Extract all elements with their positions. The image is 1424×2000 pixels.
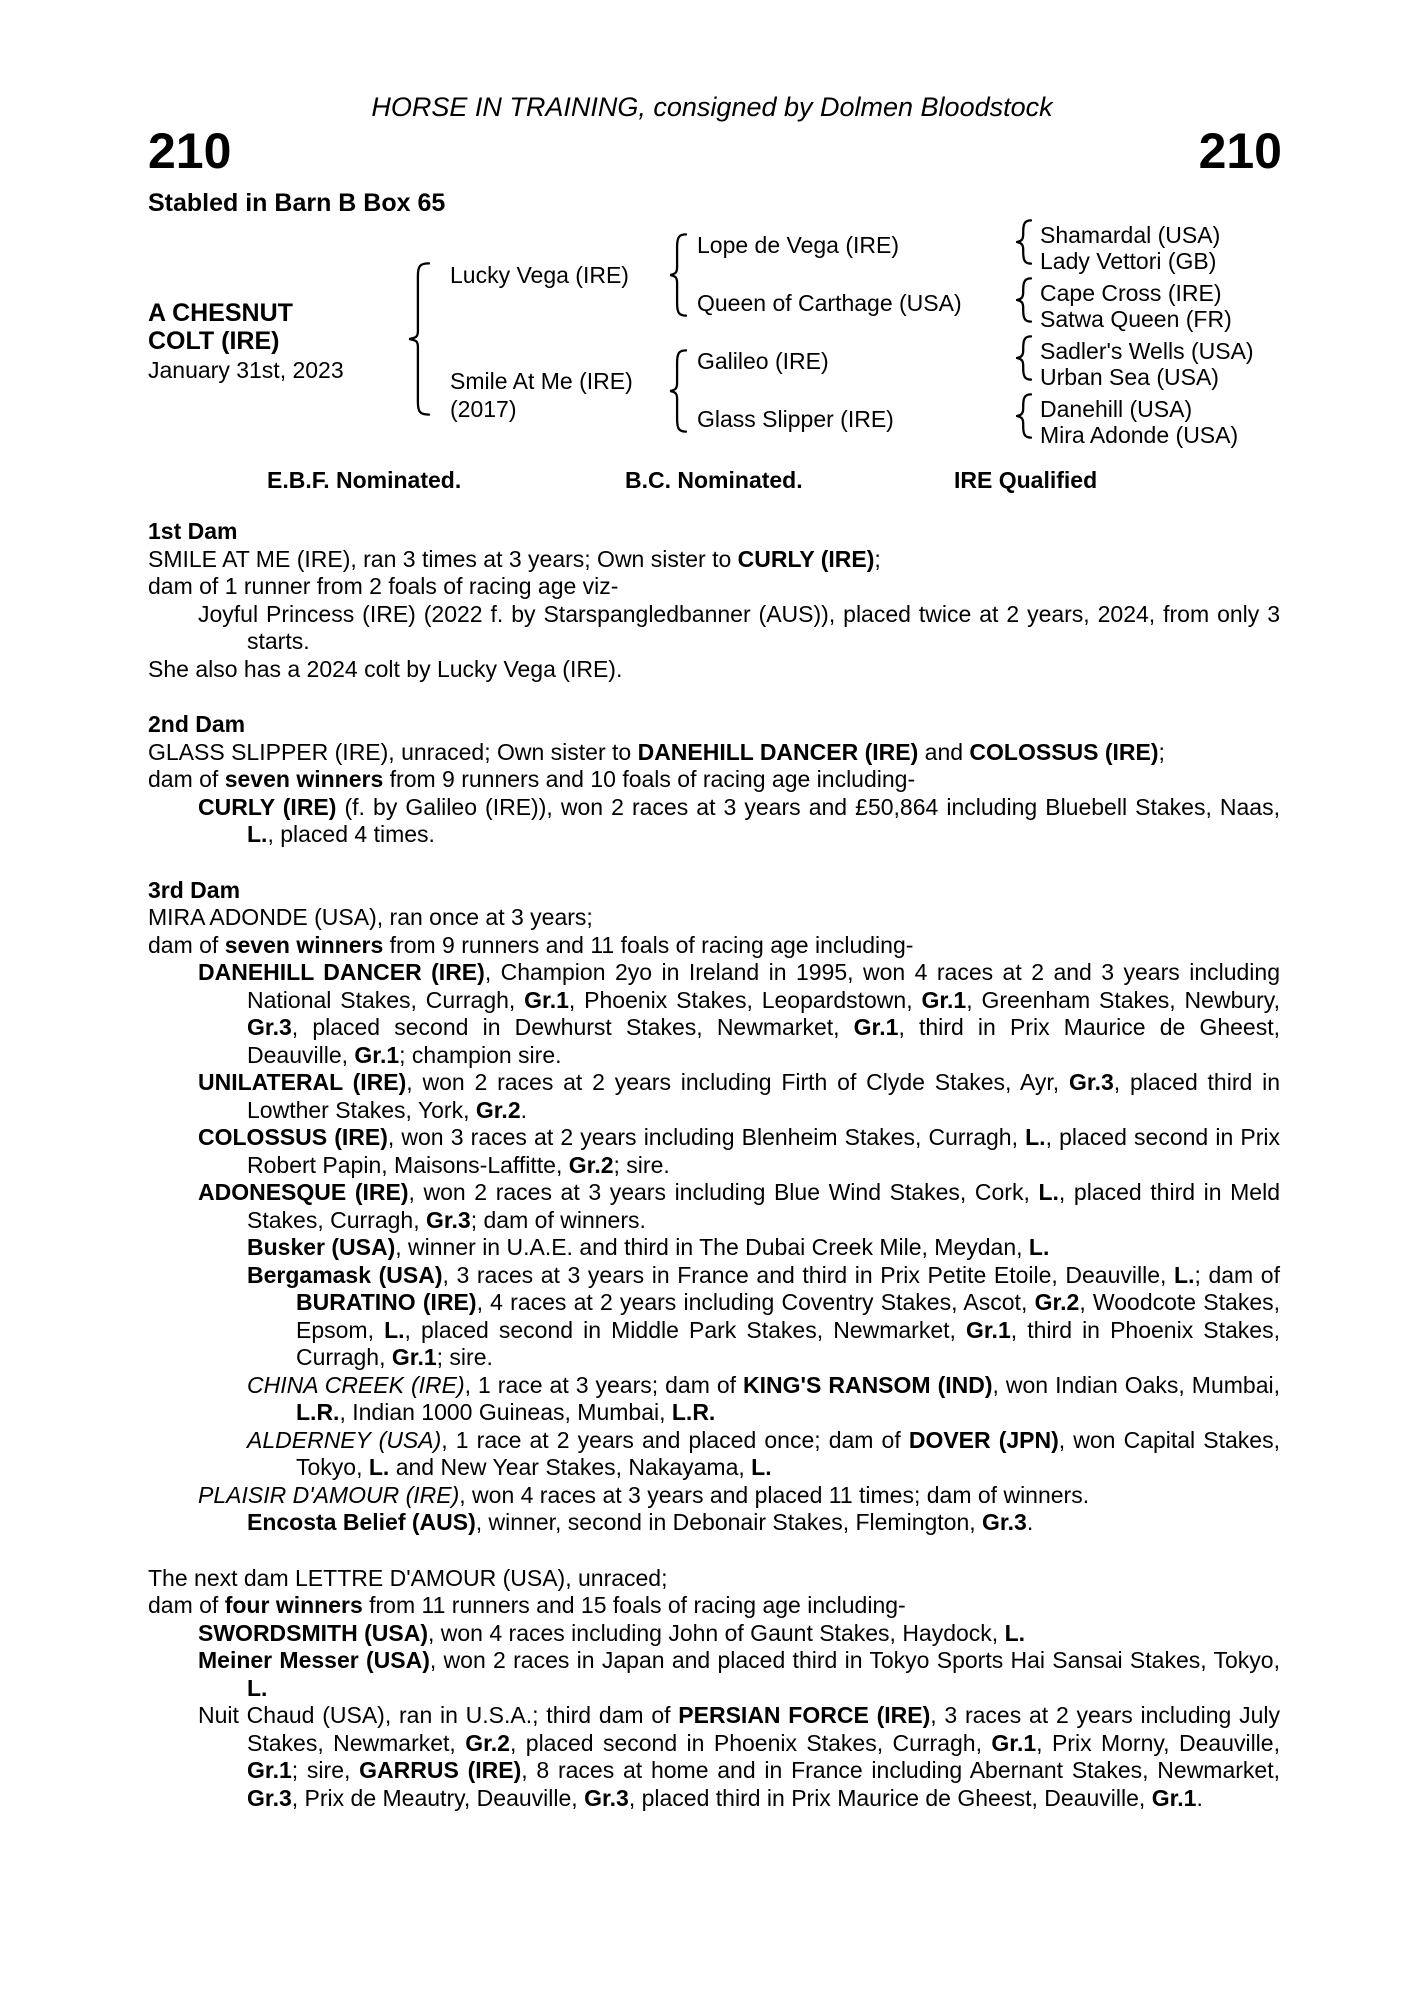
pedigree-text: , won 3 races at 2 years including Blenheim Stakes, Curragh, xyxy=(387,1124,1026,1150)
pedigree-text: , winner in U.A.E. and third in The Dubai Creek Mile, Meydan, xyxy=(395,1234,1029,1260)
ebf-nominated-label: E.B.F. Nominated. xyxy=(267,467,462,493)
emphasized-name: L. xyxy=(247,821,268,847)
pedigree-text: ; xyxy=(1158,738,1165,765)
gen3-name: Urban Sea (USA) xyxy=(1040,364,1219,390)
subject-name-line1: A CHESNUT xyxy=(148,299,293,327)
pedigree-text: ; sire. xyxy=(436,1344,493,1370)
sire-name: Lucky Vega (IRE) xyxy=(450,262,629,288)
emphasized-name: seven winners xyxy=(224,931,384,958)
pedigree-paragraph xyxy=(148,1647,1280,1702)
pedigree-text: ; champion sire. xyxy=(399,1041,562,1068)
pedigree-text: , Indian 1000 Guineas, Mumbai, xyxy=(339,1399,672,1425)
emphasized-name: Gr.1 xyxy=(853,1014,899,1040)
pedigree-paragraph xyxy=(148,601,1280,656)
pedigree-text: . xyxy=(520,1096,528,1123)
pedigree-text: , 1 race at 2 years and placed once; dam of xyxy=(441,1426,909,1453)
dam-section xyxy=(148,518,1280,683)
emphasized-name: L.R. xyxy=(671,1399,716,1425)
emphasized-name: Gr.3 xyxy=(247,1784,292,1811)
pedigree-text: (f. by Galileo (IRE)), won 2 races at 3 years and £50,864 including Bluebell Stakes, Naas, xyxy=(336,793,1280,820)
pedigree-text: , won 4 races at 3 years and placed 11 times; dam of winners. xyxy=(459,1481,1090,1508)
pedigree-paragraph xyxy=(148,1509,1280,1537)
pedigree-text: , third in Phoenix Stakes, Curragh, xyxy=(296,1316,1280,1370)
emphasized-name: L. xyxy=(1028,1234,1050,1260)
pedigree-paragraph xyxy=(148,932,1280,960)
pedigree-paragraph xyxy=(148,794,1280,849)
ire-qualified-label: IRE Qualified xyxy=(954,467,1098,493)
emphasized-name: Gr.1 xyxy=(921,986,967,1013)
dam-sire-name: Galileo (IRE) xyxy=(697,348,829,374)
pedigree-text: and New Year Stakes, Nakayama, xyxy=(389,1454,752,1480)
pedigree-text: , placed third in Lowther Stakes, York, xyxy=(247,1069,1280,1123)
dam-name-line: Smile At Me (IRE) xyxy=(450,368,633,394)
pedigree-text: , placed second in Dewhurst Stakes, Newmarket, xyxy=(291,1014,854,1040)
pedigree-text: dam of xyxy=(148,766,225,792)
emphasized-name: L.R. xyxy=(296,1399,340,1425)
gen3-name: Danehill (USA) xyxy=(1040,396,1193,422)
pedigree-text: from 11 runners and 15 foals of racing age including- xyxy=(362,1592,906,1618)
pedigree-text: , third in Prix Maurice de Gheest, Deauville, xyxy=(247,1014,1280,1068)
pedigree-paragraph xyxy=(148,1234,1280,1262)
emphasized-name: PERSIAN FORCE (IRE) xyxy=(678,1702,931,1728)
emphasized-name: UNILATERAL (IRE) xyxy=(198,1069,407,1095)
pedigree-text: , placed third in Prix Maurice de Gheest, Deauville, xyxy=(628,1784,1152,1811)
emphasized-name: COLOSSUS (IRE) xyxy=(198,1124,388,1150)
pedigree-paragraph xyxy=(148,656,1280,684)
pedigree-paragraph xyxy=(148,1427,1280,1482)
emphasized-name: L. xyxy=(368,1454,390,1480)
pedigree-text: , placed second in Middle Park Stakes, Newmarket, xyxy=(404,1316,966,1343)
pedigree-text: , won Capital Stakes, Tokyo, xyxy=(296,1426,1280,1480)
pedigree-text: Nuit Chaud (USA), ran in U.S.A.; third dam of xyxy=(198,1702,679,1728)
emphasized-name: CURLY (IRE) xyxy=(198,793,337,820)
sire-dam-name: Queen of Carthage (USA) xyxy=(697,290,962,316)
pedigree-text: , Prix de Meautry, Deauville, xyxy=(291,1784,585,1811)
pedigree-text: , 3 races at 3 years in France and third in Prix Petite Etoile, Deauville, xyxy=(442,1261,1175,1288)
emphasized-name: L. xyxy=(1004,1619,1026,1646)
pedigree-text: , placed second in Prix Robert Papin, Maisons-Laffitte, xyxy=(247,1124,1280,1178)
pedigree-paragraph xyxy=(148,1482,1280,1510)
pedigree-text: SMILE AT ME (IRE), ran 3 times at 3 years; Own sister to xyxy=(148,545,738,572)
dam-section-header: 2nd Dam xyxy=(148,711,246,737)
emphasized-name: Gr.2 xyxy=(568,1151,614,1178)
emphasized-name: Encosta Belief (AUS) xyxy=(247,1509,476,1535)
emphasized-name: L. xyxy=(751,1454,772,1480)
pedigree-paragraph xyxy=(148,1565,1280,1593)
pedigree-paragraph xyxy=(148,546,1280,574)
dam-section-header: 3rd Dam xyxy=(148,876,241,903)
catalogue-body xyxy=(148,518,1280,1812)
pedigree-brace-gen3-3 xyxy=(1016,335,1032,381)
pedigree-text: from 9 runners and 11 foals of racing age including- xyxy=(383,931,914,958)
bc-nominated-label: B.C. Nominated. xyxy=(625,467,803,493)
dam-section xyxy=(148,711,1280,849)
pedigree-text: ; xyxy=(874,545,881,572)
pedigree-brace-gen3-2 xyxy=(1016,277,1032,323)
pedigree-brace-gen3-4 xyxy=(1016,393,1032,439)
gen3-name: Lady Vettori (GB) xyxy=(1040,248,1217,274)
dam-section xyxy=(148,1565,1280,1813)
emphasized-name: GARRUS (IRE) xyxy=(359,1757,522,1783)
emphasized-name: Gr.1 xyxy=(391,1344,437,1370)
pedigree-text: , Champion 2yo in Ireland in 1995, won 4 races at 2 and 3 years including National Stakes, Curragh, xyxy=(247,959,1280,1013)
pedigree-brace-sire xyxy=(669,233,687,317)
pedigree-text: , Phoenix Stakes, Leopardstown, xyxy=(568,986,922,1013)
pedigree-text: , won 2 races at 3 years including Blue Wind Stakes, Cork, xyxy=(408,1179,1039,1205)
pedigree-text: , won 4 races including John of Gaunt Stakes, Haydock, xyxy=(427,1619,1005,1646)
pedigree-text: dam of xyxy=(148,931,225,958)
emphasized-name: Gr.1 xyxy=(965,1316,1011,1343)
emphasized-name: CURLY (IRE) xyxy=(737,545,875,572)
pedigree-text: The next dam LETTRE D'AMOUR (USA), unraced; xyxy=(148,1564,668,1591)
pedigree-text: , won Indian Oaks, Mumbai, xyxy=(992,1371,1280,1398)
sire-sire-name: Lope de Vega (IRE) xyxy=(697,232,900,258)
emphasized-name: Meiner Messer (USA) xyxy=(198,1647,430,1673)
pedigree-paragraph xyxy=(148,573,1280,601)
pedigree-text: , 3 races at 2 years including July Stakes, Newmarket, xyxy=(247,1702,1280,1756)
pedigree-brace-dam xyxy=(669,349,687,433)
pedigree-text: , Greenham Stakes, Newbury, xyxy=(966,986,1280,1013)
pedigree-paragraph xyxy=(148,1702,1280,1812)
dam-name xyxy=(450,367,633,423)
pedigree-text: , Woodcote Stakes, Epsom, xyxy=(296,1289,1280,1343)
emphasized-name: Gr.1 xyxy=(1151,1784,1197,1811)
pedigree-paragraph xyxy=(148,1620,1280,1648)
pedigree-text: , 1 race at 3 years; dam of xyxy=(464,1371,744,1398)
italic-name: ALDERNEY (USA) xyxy=(247,1426,442,1453)
pedigree-table xyxy=(0,0,1424,470)
emphasized-name: DANEHILL DANCER (IRE) xyxy=(637,738,919,765)
emphasized-name: BURATINO (IRE) xyxy=(296,1289,477,1315)
emphasized-name: L. xyxy=(384,1316,405,1343)
emphasized-name: ADONESQUE (IRE) xyxy=(198,1179,409,1205)
emphasized-name: Gr.3 xyxy=(584,1784,629,1811)
emphasized-name: Gr.1 xyxy=(524,986,569,1013)
pedigree-text: from 9 runners and 10 foals of racing age including- xyxy=(383,766,916,792)
pedigree-text: , won 2 races at 2 years including Firth of Clyde Stakes, Ayr, xyxy=(406,1069,1069,1095)
lot-number-right: 210 xyxy=(1198,123,1282,179)
emphasized-name: Bergamask (USA) xyxy=(247,1261,443,1288)
pedigree-text: ; sire. xyxy=(613,1151,670,1178)
emphasized-name: Gr.3 xyxy=(425,1206,471,1233)
emphasized-name: DOVER (JPN) xyxy=(908,1426,1059,1453)
emphasized-name: COLOSSUS (IRE) xyxy=(969,738,1159,765)
emphasized-name: L. xyxy=(1038,1179,1059,1205)
pedigree-text: , placed third in Meld Stakes, Curragh, xyxy=(247,1179,1280,1233)
pedigree-text: GLASS SLIPPER (IRE), unraced; Own sister to xyxy=(148,738,638,765)
emphasized-name: Gr.2 xyxy=(465,1729,510,1756)
pedigree-paragraph xyxy=(148,1069,1280,1124)
nominations-line xyxy=(148,467,1280,495)
pedigree-paragraph xyxy=(148,1179,1280,1234)
emphasized-name: L. xyxy=(1174,1261,1195,1288)
gen3-name: Mira Adonde (USA) xyxy=(1040,422,1239,448)
gen3-name: Sadler's Wells (USA) xyxy=(1040,338,1254,364)
emphasized-name: DANEHILL DANCER (IRE) xyxy=(198,959,485,985)
emphasized-name: Gr.2 xyxy=(1034,1289,1080,1315)
pedigree-brace-gen3-1 xyxy=(1016,219,1032,265)
pedigree-text: and xyxy=(918,738,970,765)
pedigree-text: , Prix Morny, Deauville, xyxy=(1036,1729,1280,1756)
emphasized-name: Busker (USA) xyxy=(247,1234,396,1260)
pedigree-text: ; sire, xyxy=(291,1757,360,1783)
pedigree-text: Joyful Princess (IRE) (2022 f. by Starspangledbanner (AUS)), placed twice at 2 years, 2024, from only 3 starts. xyxy=(198,600,1280,654)
pedigree-paragraph xyxy=(148,1124,1280,1179)
dam-section-header: 1st Dam xyxy=(148,518,238,544)
gen3-name: Satwa Queen (FR) xyxy=(1040,306,1232,332)
lot-number-left: 210 xyxy=(148,123,232,179)
pedigree-paragraph xyxy=(148,1372,1280,1427)
emphasized-name: Gr.1 xyxy=(354,1041,400,1068)
emphasized-name: Gr.3 xyxy=(1069,1069,1114,1095)
dam-dam-name: Glass Slipper (IRE) xyxy=(697,406,894,432)
emphasized-name: Gr.1 xyxy=(991,1729,1037,1756)
pedigree-text: ; dam of winners. xyxy=(470,1206,646,1233)
pedigree-text: dam of xyxy=(148,1592,225,1618)
emphasized-name: L. xyxy=(247,1674,268,1701)
emphasized-name: four winners xyxy=(224,1592,363,1618)
gen3-name: Shamardal (USA) xyxy=(1040,222,1221,248)
italic-name: CHINA CREEK (IRE) xyxy=(247,1371,465,1398)
subject-name-line2: COLT (IRE) xyxy=(148,327,280,355)
emphasized-name: Gr.3 xyxy=(982,1509,1027,1535)
pedigree-text: . xyxy=(1026,1509,1034,1535)
pedigree-text: , 4 races at 2 years including Coventry Stakes, Ascot, xyxy=(476,1289,1035,1315)
pedigree-text: . xyxy=(1196,1784,1203,1811)
pedigree-text: , 8 races at home and in France including Abernant Stakes, Newmarket, xyxy=(521,1757,1280,1783)
emphasized-name: KING'S RANSOM (IND) xyxy=(743,1371,993,1398)
italic-name: PLAISIR D'AMOUR (IRE) xyxy=(198,1481,460,1508)
pedigree-text: , placed 4 times. xyxy=(267,821,435,847)
emphasized-name: Gr.1 xyxy=(247,1757,292,1783)
pedigree-text: , winner, second in Debonair Stakes, Flemington, xyxy=(475,1509,983,1535)
emphasized-name: seven winners xyxy=(224,766,384,792)
dam-year: (2017) xyxy=(450,396,517,422)
pedigree-paragraph xyxy=(148,904,1280,932)
foaling-date: January 31st, 2023 xyxy=(148,357,344,383)
page-title: HORSE IN TRAINING, consigned by Dolmen Bloodstock xyxy=(371,92,1053,122)
emphasized-name: Gr.3 xyxy=(247,1014,292,1040)
dam-section xyxy=(148,877,1280,1537)
pedigree-paragraph xyxy=(148,1592,1280,1620)
gen3-name: Cape Cross (IRE) xyxy=(1040,280,1222,306)
emphasized-name: Gr.2 xyxy=(475,1096,521,1123)
pedigree-text: ; dam of xyxy=(1194,1261,1280,1288)
pedigree-paragraph xyxy=(148,959,1280,1069)
pedigree-paragraph xyxy=(148,1262,1280,1372)
emphasized-name: L. xyxy=(1025,1124,1046,1150)
subject-block xyxy=(148,299,344,384)
pedigree-text: MIRA ADONDE (USA), ran once at 3 years; xyxy=(148,904,593,930)
emphasized-name: SWORDSMITH (USA) xyxy=(198,1619,428,1646)
pedigree-text: She also has a 2024 colt by Lucky Vega (IRE). xyxy=(148,655,623,682)
pedigree-paragraph xyxy=(148,739,1280,767)
pedigree-text: dam of 1 runner from 2 foals of racing age viz- xyxy=(148,573,619,599)
pedigree-text: , placed second in Phoenix Stakes, Curragh, xyxy=(509,1729,992,1756)
pedigree-brace-main xyxy=(408,262,430,416)
pedigree-text: , won 2 races in Japan and placed third in Tokyo Sports Hai Sansai Stakes, Tokyo, xyxy=(429,1647,1280,1673)
pedigree-paragraph xyxy=(148,766,1280,794)
stabled-location: Stabled in Barn B Box 65 xyxy=(148,189,446,217)
